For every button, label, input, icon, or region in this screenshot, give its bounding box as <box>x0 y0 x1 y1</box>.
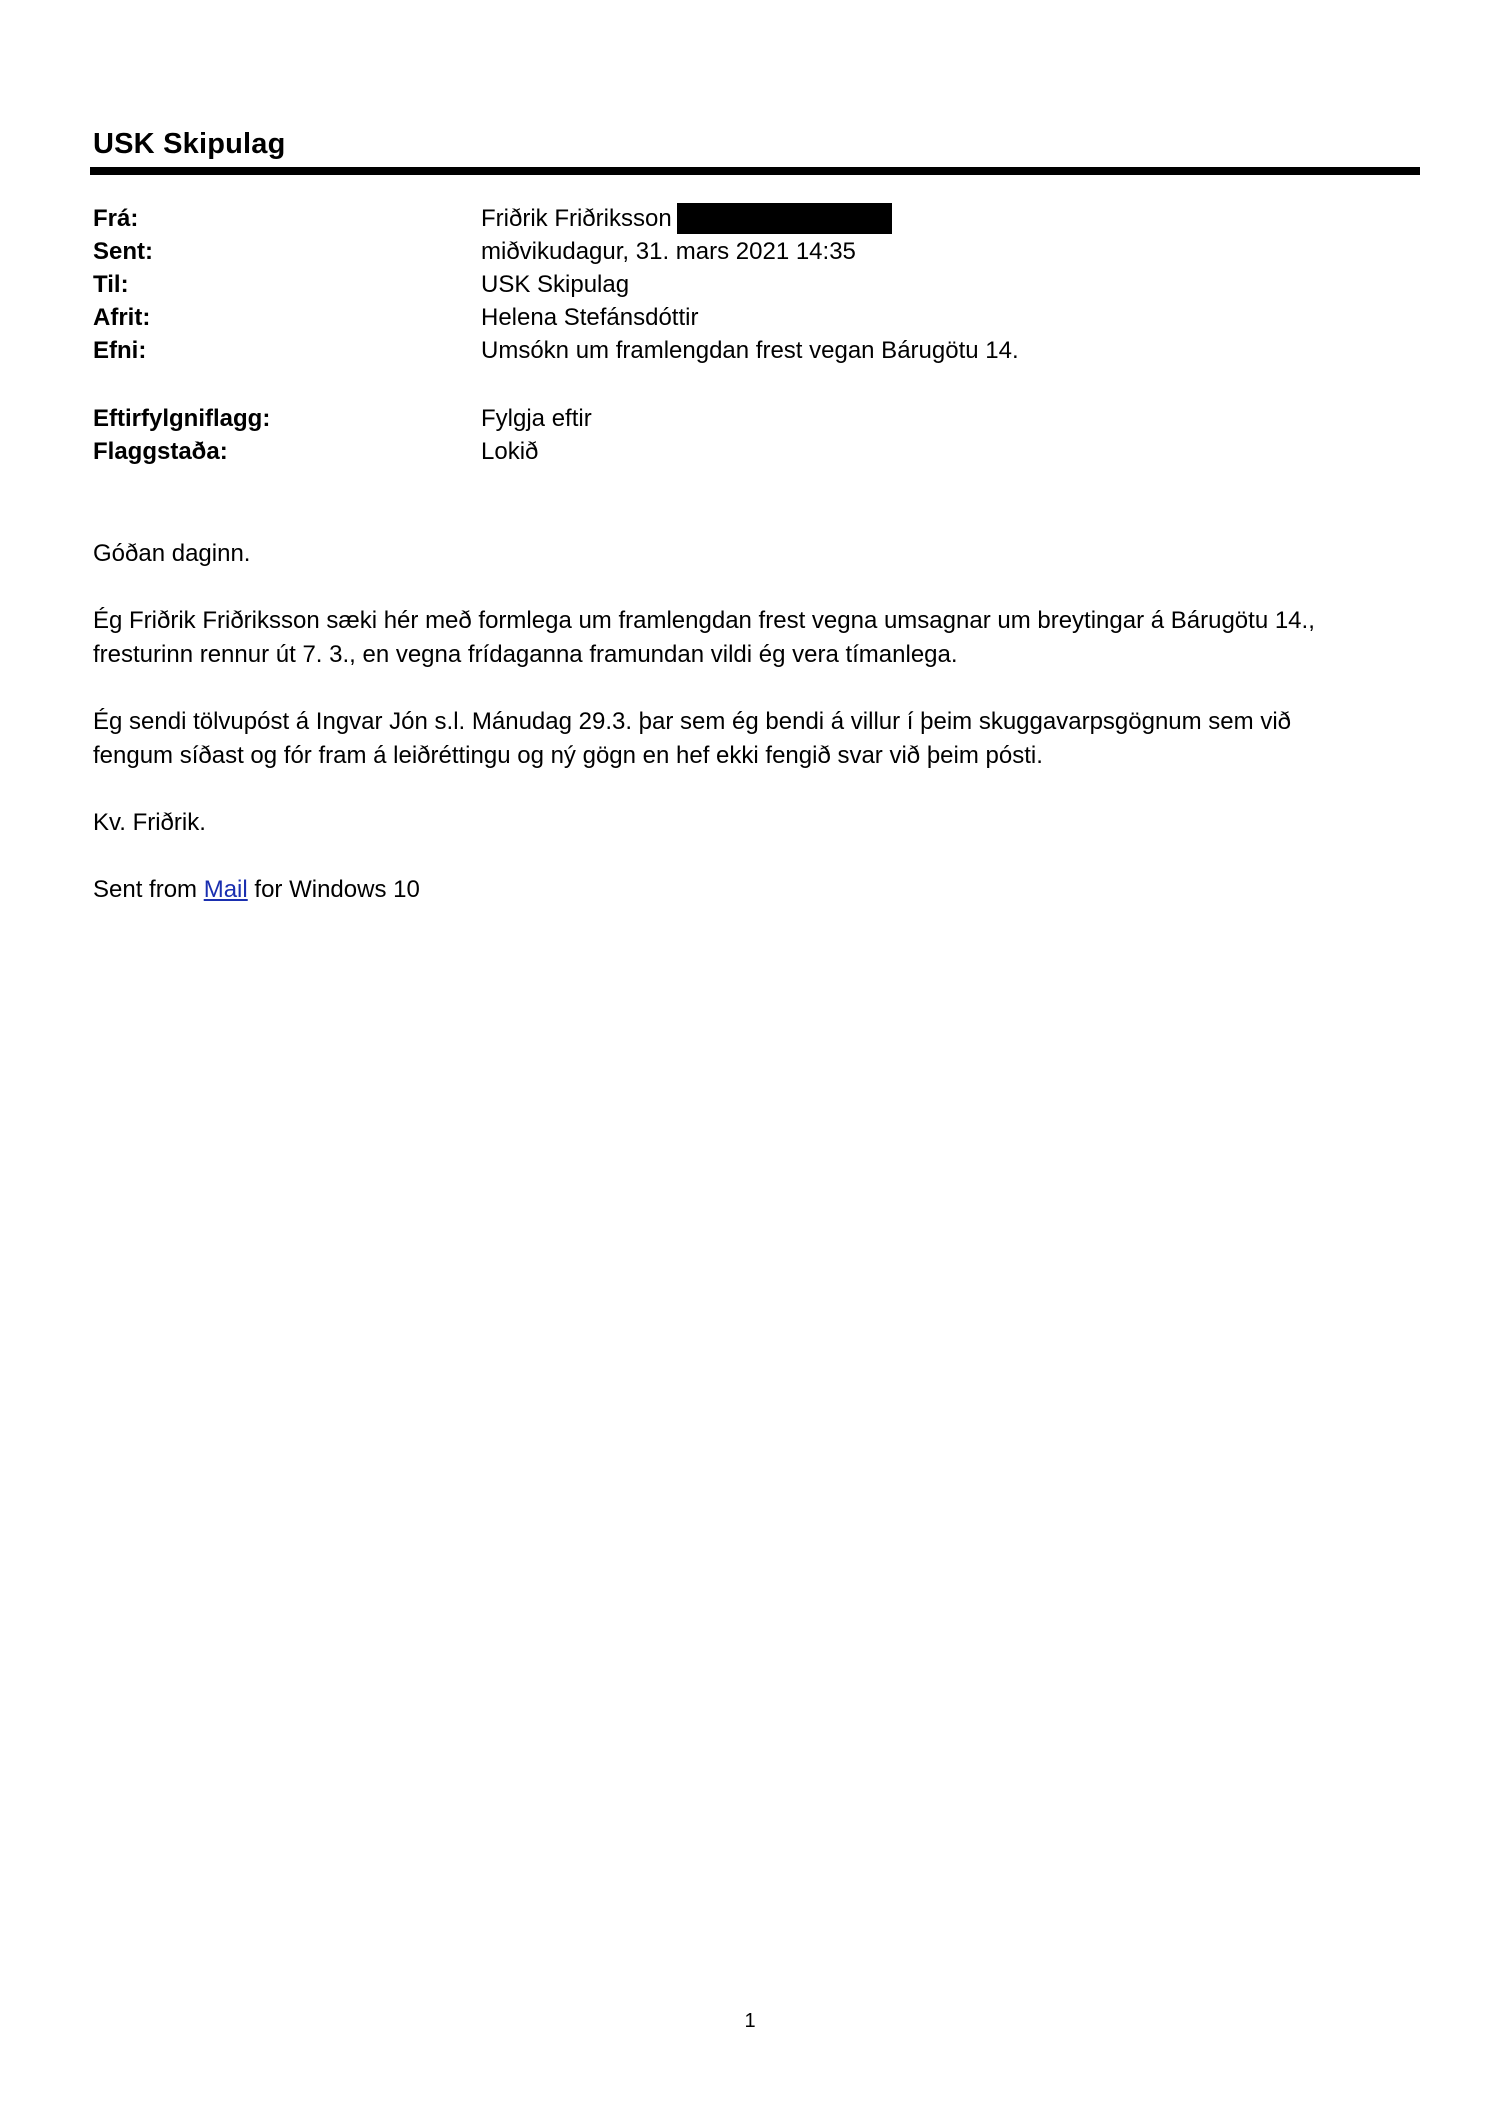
paragraph-line: Ég sendi tölvupóst á Ingvar Jón s.l. Mánudag 29.3. þar sem ég bendi á villur í þeim skuggavarpsgögnum sem við <box>93 708 1291 735</box>
title-divider <box>90 167 1420 175</box>
header-row-followup-flag <box>93 402 592 435</box>
page-title: USK Skipulag <box>93 128 286 160</box>
paragraph-line: fresturinn rennur út 7. 3., en vegna frídaganna framundan vildi ég vera tímanlega. <box>93 641 958 668</box>
subject-value: Umsókn um framlengdan frest vegan Bárugötu 14. <box>481 337 1019 364</box>
sent-label: Sent: <box>93 238 153 265</box>
subject-label: Efni: <box>93 337 147 364</box>
header-row-from <box>93 202 1019 235</box>
from-label: Frá: <box>93 205 139 232</box>
flag-status-value: Lokið <box>481 438 539 465</box>
paragraph-line: Ég Friðrik Friðriksson sæki hér með formlega um framlengdan frest vegna umsagnar um breytingar á Bárugötu 14., <box>93 607 1315 634</box>
body-paragraph-1 <box>93 604 1413 672</box>
cc-label: Afrit: <box>93 304 151 331</box>
email-body <box>93 537 1413 940</box>
from-value: Friðrik Friðriksson <box>481 205 672 232</box>
header-row-subject <box>93 334 1019 367</box>
followup-flag-label: Eftirfylgniflagg: <box>93 405 271 432</box>
sent-value: miðvikudagur, 31. mars 2021 14:35 <box>481 238 856 265</box>
header-row-sent <box>93 235 1019 268</box>
header-row-cc <box>93 301 1019 334</box>
followup-flag-value: Fylgja eftir <box>481 405 592 432</box>
header-row-to <box>93 268 1019 301</box>
body-paragraph-2 <box>93 705 1413 773</box>
to-label: Til: <box>93 271 129 298</box>
page-number: 1 <box>744 2010 756 2032</box>
signoff: Kv. Friðrik. <box>93 809 206 836</box>
flag-status-label: Flaggstaða: <box>93 438 228 465</box>
email-flag-fields <box>93 402 592 468</box>
mail-link[interactable]: Mail <box>203 876 248 903</box>
to-value: USK Skipulag <box>481 271 630 298</box>
cc-value: Helena Stefánsdóttir <box>481 304 699 331</box>
signature-prefix: Sent from <box>93 876 204 903</box>
email-header-fields <box>93 202 1019 367</box>
header-row-flag-status <box>93 435 592 468</box>
paragraph-line: fengum síðast og fór fram á leiðréttingu og ný gögn en hef ekki fengið svar við þeim pósti. <box>93 742 1043 769</box>
signature-line <box>93 873 1413 907</box>
redaction-box <box>677 203 892 234</box>
greeting: Góðan daginn. <box>93 540 251 567</box>
signature-suffix: for Windows 10 <box>247 876 420 903</box>
